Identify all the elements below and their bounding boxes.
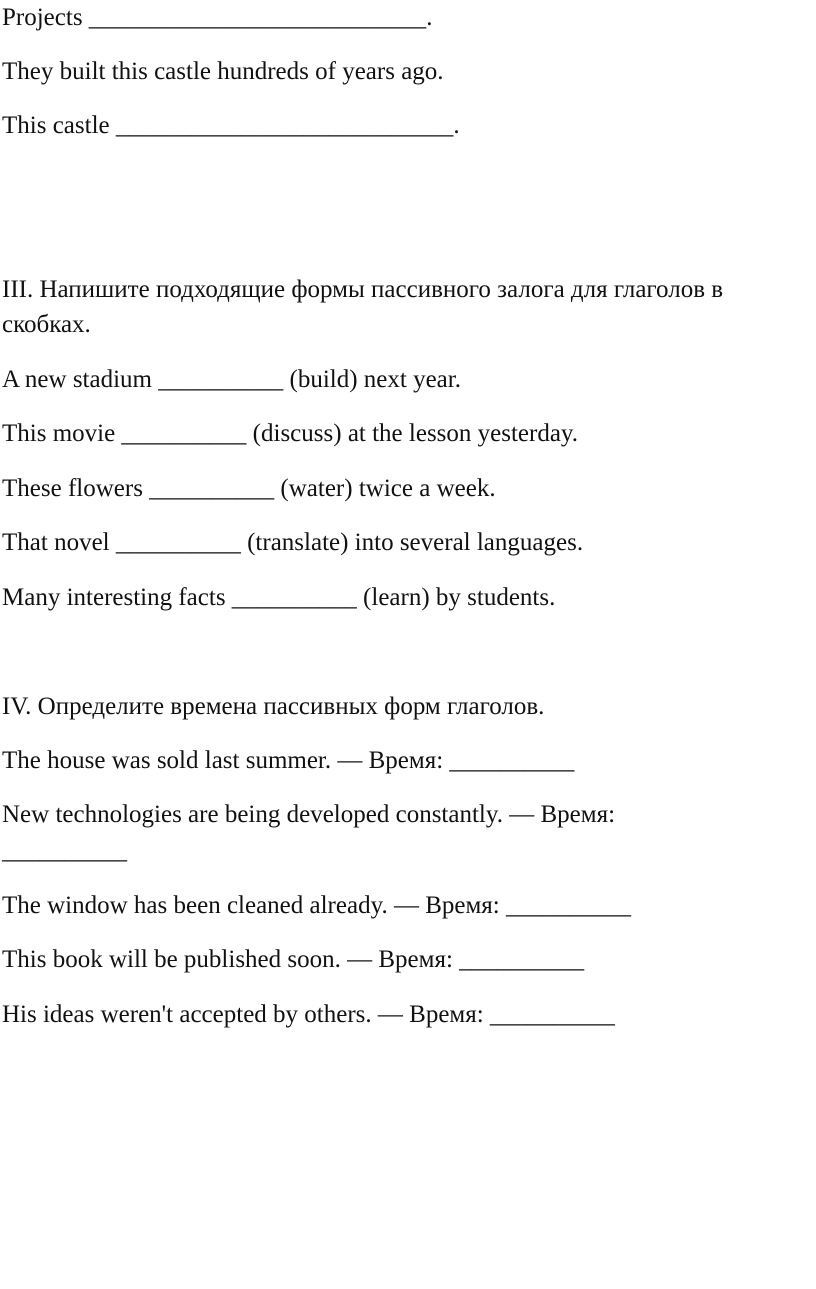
- section-3-item-2: This movie __________ (discuss) at the lesson yesterday.: [2, 420, 579, 447]
- section-4-item-1: The house was sold last summer. — Время: __________: [2, 747, 575, 774]
- section-3-item-3: These flowers __________ (water) twice a week.: [2, 475, 496, 502]
- exercise-line-castle-active: They built this castle hundreds of years ago.: [2, 58, 444, 85]
- section-4-heading: IV. Определите времена пассивных форм глаголов.: [2, 693, 545, 720]
- section-4-item-3: The window has been cleaned already. — Время: __________: [2, 892, 631, 919]
- exercise-line-castle-passive: This castle ___________________________.: [2, 112, 460, 139]
- exercise-line-projects: Projects ___________________________.: [2, 4, 433, 31]
- section-4-item-5: His ideas weren't accepted by others. — Время: __________: [2, 1001, 615, 1028]
- section-4-item-2-line-2: __________: [2, 837, 127, 864]
- section-3-item-4: That novel __________ (translate) into several languages.: [2, 529, 584, 556]
- section-4-item-4: This book will be published soon. — Время: __________: [2, 946, 585, 973]
- section-3-heading-line-1: III. Напишите подходящие формы пассивного залога для глаголов в: [2, 276, 724, 303]
- section-3-item-1: A new stadium __________ (build) next year.: [2, 366, 461, 393]
- section-4-item-2-line-1: New technologies are being developed constantly. — Время:: [2, 801, 616, 828]
- section-3-item-5: Many interesting facts __________ (learn) by students.: [2, 584, 556, 611]
- section-3-heading-line-2: скобках.: [2, 311, 91, 338]
